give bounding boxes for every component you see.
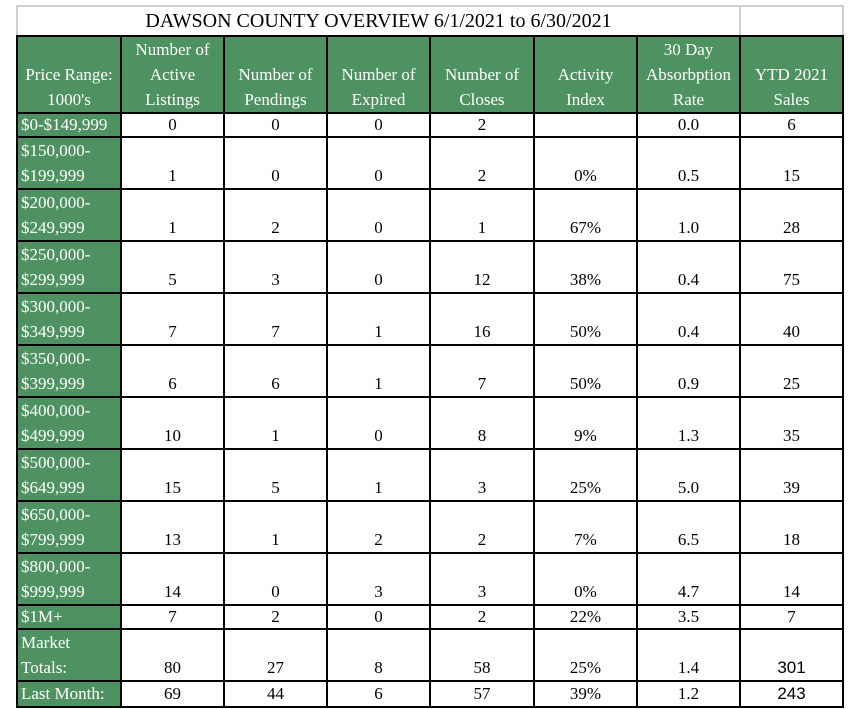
- cell-expired: 0: [327, 189, 430, 241]
- cell-absorption-rate: 6.5: [637, 501, 740, 553]
- cell-activity-index: 25%: [534, 629, 637, 681]
- cell-activity-index: 50%: [534, 345, 637, 397]
- row-label: [17, 137, 121, 189]
- header-text: Number of: [238, 65, 313, 84]
- cell-ytd-sales: 25: [740, 345, 843, 397]
- row-label: [17, 553, 121, 605]
- row-label-text: $150,000-: [21, 141, 91, 160]
- cell-active-listings: 14: [121, 553, 224, 605]
- column-header-activity-index: [534, 36, 637, 113]
- cell-activity-index: [534, 113, 637, 137]
- row-label-text: $799,999: [21, 530, 85, 549]
- header-row: [17, 36, 843, 113]
- cell-expired: 1: [327, 345, 430, 397]
- cell-expired: 0: [327, 137, 430, 189]
- row-label: [17, 345, 121, 397]
- cell-pendings: 44: [224, 681, 327, 707]
- header-text: Rate: [672, 90, 705, 109]
- cell-closes: 58: [430, 629, 534, 681]
- cell-absorption-rate: 0.5: [637, 137, 740, 189]
- cell-ytd-sales: 39: [740, 449, 843, 501]
- cell-pendings: 5: [224, 449, 327, 501]
- cell-pendings: 7: [224, 293, 327, 345]
- cell-activity-index: 38%: [534, 241, 637, 293]
- cell-activity-index: 7%: [534, 501, 637, 553]
- overview-table-container: [16, 5, 844, 708]
- column-header-closes: [430, 36, 534, 113]
- cell-closes: 8: [430, 397, 534, 449]
- row-label-text: $649,999: [21, 478, 85, 497]
- table-title: DAWSON COUNTY OVERVIEW 6/1/2021 to 6/30/2021: [17, 6, 740, 36]
- cell-ytd-sales: 35: [740, 397, 843, 449]
- cell-absorption-rate: 0.0: [637, 113, 740, 137]
- overview-table: [16, 5, 844, 708]
- cell-ytd-sales: 6: [740, 113, 843, 137]
- cell-absorption-rate: 1.0: [637, 189, 740, 241]
- column-header-ytd-sales: [740, 36, 843, 113]
- cell-ytd-sales: 40: [740, 293, 843, 345]
- row-label-text: $249,999: [21, 218, 85, 237]
- cell-active-listings: 1: [121, 137, 224, 189]
- cell-expired: 1: [327, 293, 430, 345]
- header-text: Price Range:: [25, 65, 113, 84]
- cell-expired: 3: [327, 553, 430, 605]
- cell-expired: 8: [327, 629, 430, 681]
- cell-closes: 2: [430, 137, 534, 189]
- cell-closes: 3: [430, 553, 534, 605]
- header-text: Active: [149, 65, 196, 84]
- title-blank-cell: [740, 6, 843, 36]
- cell-closes: 1: [430, 189, 534, 241]
- row-label: [17, 113, 121, 137]
- cell-ytd-sales: 18: [740, 501, 843, 553]
- cell-activity-index: 67%: [534, 189, 637, 241]
- row-label-text: $650,000-: [21, 505, 91, 524]
- table-row: [17, 189, 843, 241]
- cell-pendings: 0: [224, 137, 327, 189]
- cell-pendings: 0: [224, 553, 327, 605]
- cell-pendings: 3: [224, 241, 327, 293]
- cell-activity-index: 0%: [534, 137, 637, 189]
- cell-expired: 0: [327, 241, 430, 293]
- row-label: [17, 241, 121, 293]
- cell-absorption-rate: 0.4: [637, 241, 740, 293]
- cell-active-listings: 1: [121, 189, 224, 241]
- cell-ytd-sales: 14: [740, 553, 843, 605]
- cell-closes: 3: [430, 449, 534, 501]
- cell-active-listings: 10: [121, 397, 224, 449]
- row-label-text: $800,000-: [21, 557, 91, 576]
- cell-active-listings: 80: [121, 629, 224, 681]
- header-text: Sales: [773, 90, 810, 109]
- header-text: 1000's: [47, 90, 91, 109]
- row-label: [17, 681, 121, 707]
- cell-absorption-rate: 0.4: [637, 293, 740, 345]
- table-row: [17, 605, 843, 629]
- table-row: [17, 113, 843, 137]
- row-label-text: $499,999: [21, 426, 85, 445]
- header-text: Absorbption: [646, 65, 731, 84]
- cell-pendings: 0: [224, 113, 327, 137]
- cell-activity-index: 9%: [534, 397, 637, 449]
- cell-pendings: 1: [224, 501, 327, 553]
- header-text: Expired: [351, 90, 406, 109]
- cell-closes: 2: [430, 501, 534, 553]
- cell-activity-index: 0%: [534, 553, 637, 605]
- table-row: [17, 629, 843, 681]
- cell-activity-index: 39%: [534, 681, 637, 707]
- cell-active-listings: 6: [121, 345, 224, 397]
- header-text: Activity: [557, 65, 614, 84]
- title-row: [17, 6, 843, 36]
- table-row: [17, 397, 843, 449]
- cell-closes: 2: [430, 113, 534, 137]
- cell-active-listings: 69: [121, 681, 224, 707]
- cell-pendings: 6: [224, 345, 327, 397]
- cell-pendings: 2: [224, 605, 327, 629]
- row-label: [17, 397, 121, 449]
- cell-activity-index: 25%: [534, 449, 637, 501]
- table-row: [17, 293, 843, 345]
- table-row: [17, 553, 843, 605]
- column-header-absorption-rate: [637, 36, 740, 113]
- table-row: [17, 501, 843, 553]
- cell-activity-index: 22%: [534, 605, 637, 629]
- row-label-text: $199,999: [21, 166, 85, 185]
- cell-closes: 7: [430, 345, 534, 397]
- cell-absorption-rate: 4.7: [637, 553, 740, 605]
- cell-absorption-rate: 1.4: [637, 629, 740, 681]
- row-label-text: $300,000-: [21, 297, 91, 316]
- cell-activity-index: 50%: [534, 293, 637, 345]
- cell-active-listings: 7: [121, 293, 224, 345]
- cell-absorption-rate: 1.2: [637, 681, 740, 707]
- cell-pendings: 2: [224, 189, 327, 241]
- header-text: YTD 2021: [754, 65, 829, 84]
- column-header-pendings: [224, 36, 327, 113]
- header-text: Number of: [341, 65, 416, 84]
- header-text: Closes: [459, 90, 505, 109]
- row-label-text: $250,000-: [21, 245, 91, 264]
- table-row: [17, 449, 843, 501]
- cell-active-listings: 0: [121, 113, 224, 137]
- cell-absorption-rate: 5.0: [637, 449, 740, 501]
- header-text: Number of: [444, 65, 520, 84]
- cell-ytd-sales: 243: [740, 681, 843, 707]
- cell-ytd-sales: 301: [740, 629, 843, 681]
- cell-active-listings: 13: [121, 501, 224, 553]
- row-label-text: $200,000-: [21, 193, 91, 212]
- row-label: [17, 449, 121, 501]
- row-label-text: $999,999: [21, 582, 85, 601]
- row-label-text: $1M+: [21, 607, 63, 626]
- cell-absorption-rate: 1.3: [637, 397, 740, 449]
- cell-closes: 16: [430, 293, 534, 345]
- cell-closes: 12: [430, 241, 534, 293]
- row-label-text: $299,999: [21, 270, 85, 289]
- row-label-text: $0-$149,999: [21, 115, 108, 134]
- row-label: [17, 501, 121, 553]
- cell-expired: 2: [327, 501, 430, 553]
- row-label-text: $350,000-: [21, 349, 91, 368]
- row-label-text: $349,999: [21, 322, 85, 341]
- cell-ytd-sales: 75: [740, 241, 843, 293]
- table-row: [17, 137, 843, 189]
- column-header-active-listings: [121, 36, 224, 113]
- header-text: Index: [566, 90, 605, 109]
- row-label: [17, 189, 121, 241]
- cell-expired: 0: [327, 113, 430, 137]
- cell-expired: 0: [327, 605, 430, 629]
- table-row: [17, 681, 843, 707]
- cell-expired: 6: [327, 681, 430, 707]
- cell-pendings: 1: [224, 397, 327, 449]
- header-text: Number of: [135, 40, 210, 59]
- cell-ytd-sales: 15: [740, 137, 843, 189]
- column-header-price-range: [17, 36, 121, 113]
- cell-active-listings: 15: [121, 449, 224, 501]
- header-text: Pendings: [244, 90, 307, 109]
- cell-expired: 0: [327, 397, 430, 449]
- row-label: [17, 293, 121, 345]
- header-text: 30 Day: [663, 40, 714, 59]
- cell-closes: 57: [430, 681, 534, 707]
- cell-ytd-sales: 28: [740, 189, 843, 241]
- cell-closes: 2: [430, 605, 534, 629]
- cell-absorption-rate: 0.9: [637, 345, 740, 397]
- cell-pendings: 27: [224, 629, 327, 681]
- row-label-text: Last Month:: [21, 684, 105, 703]
- table-row: [17, 241, 843, 293]
- table-row: [17, 345, 843, 397]
- cell-active-listings: 5: [121, 241, 224, 293]
- row-label: [17, 629, 121, 681]
- cell-active-listings: 7: [121, 605, 224, 629]
- cell-expired: 1: [327, 449, 430, 501]
- column-header-expired: [327, 36, 430, 113]
- cell-ytd-sales: 7: [740, 605, 843, 629]
- row-label-text: Market: [21, 633, 71, 652]
- row-label-text: $400,000-: [21, 401, 91, 420]
- row-label: [17, 605, 121, 629]
- header-text: Listings: [145, 90, 200, 109]
- row-label-text: $399,999: [21, 374, 85, 393]
- cell-absorption-rate: 3.5: [637, 605, 740, 629]
- row-label-text: $500,000-: [21, 453, 91, 472]
- row-label-text: Totals:: [21, 658, 68, 677]
